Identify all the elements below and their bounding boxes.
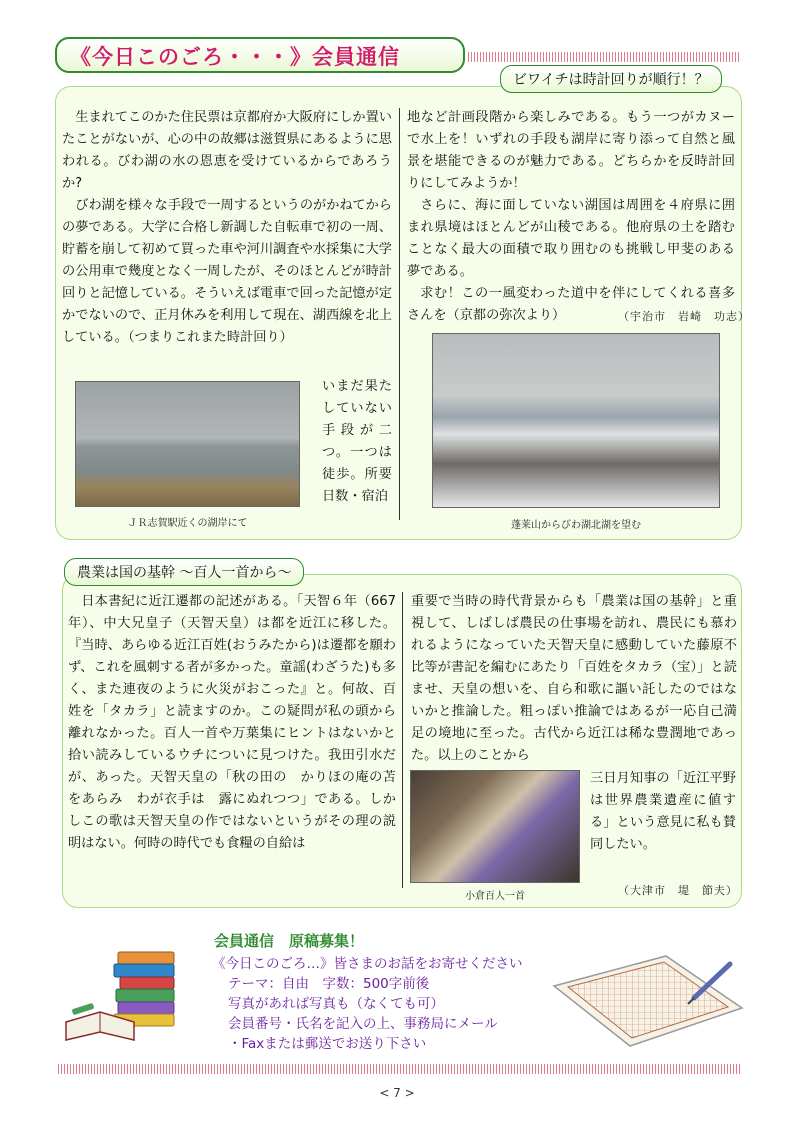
- article1-tab: ビワイチは時計回りが順行！？: [500, 65, 722, 93]
- cta-line: 《今日このごろ…》皆さまのお話をお寄せください: [212, 956, 523, 972]
- cta-line: ・Faxまたは郵送でお送り下さい: [228, 1036, 427, 1052]
- paragraph: 求む！この一風変わった道中を伴にしてくれる喜多さんを（京都の弥次より）: [407, 286, 735, 323]
- article2-tab: 農業は国の基幹 〜百人一首から〜: [64, 558, 304, 586]
- page-number: < 7 >: [379, 1086, 415, 1100]
- photo-caption: ＪＲ志賀駅近くの湖岸にて: [127, 518, 248, 529]
- signature: （宇治市 岩崎 功志）: [618, 310, 750, 323]
- article1-left-column: [62, 107, 392, 349]
- photo-karuta-cards: [410, 770, 580, 883]
- article2-right-column: [411, 591, 737, 767]
- cta-title: 会員通信 原稿募集！: [214, 932, 365, 950]
- paragraph: 地など計画段階から楽しみである。もう一つがカヌーで水上を！いずれの手段も湖岸に寄り添って自然と風景を堪能できるのが魅力である。どちらかを反時計回りにしてみようか！: [407, 110, 735, 191]
- photo-lakeshore: [75, 381, 300, 507]
- cta-line: テーマ：自由 字数：500字前後: [228, 976, 430, 992]
- photo-mountain-view: [432, 333, 720, 508]
- photo-caption: 蓬莱山からびわ湖北湖を望む: [511, 520, 641, 531]
- wrap-text: 三日月知事の「近江平野は世界農業遺産に値する」という意見に私も賛同したい。: [590, 771, 736, 852]
- article2-left-column: [68, 591, 396, 855]
- header-rule: [468, 52, 740, 62]
- cta-line: 会員番号・氏名を記入の上、事務局にメール: [228, 1016, 498, 1032]
- paragraph: びわ湖を様々な手段で一周するというのがかねてからの夢である。大学に合格し新調した自転車で初の一周、貯蓄を崩して初めて買った車や河川調査や水採集に大学の公用車で幾度となく一周したが、そのほとんどが時計回りと記憶している。そういえば電車で回った記憶が定かでないので、正月休みを利用して現在、湖西線を北上している。（つまりこれまた時計回り）: [62, 198, 392, 345]
- page-title: 《今日このごろ・・・》会員通信: [70, 45, 400, 69]
- wrap-text: いまだ果たしていない手段が二つ。一つは徒歩。所要日数・宿泊: [322, 379, 392, 504]
- column-divider: [402, 592, 403, 888]
- cta-lines: [212, 954, 523, 1054]
- column-divider: [399, 108, 400, 520]
- article1-right-column: [407, 107, 735, 327]
- books-illustration: [62, 948, 180, 1044]
- photo-caption: 小倉百人一首: [465, 891, 525, 902]
- signature: （大津市 堤 節夫）: [618, 884, 738, 897]
- paragraph: 生まれてこのかた住民票は京都府か大阪府にしか置いたことがないが、心の中の故郷は滋賀県にあるように思われる。びわ湖の水の恩恵を受けているからであろうか?: [62, 110, 392, 191]
- footer-rule: [58, 1064, 742, 1074]
- manuscript-paper-illustration: [548, 946, 748, 1052]
- paragraph: 重要で当時の時代背景からも「農業は国の基幹」と重視して、しばしば農民の仕事場を訪れ、農民にも慕われるようになっていた天智天皇に感動していた藤原不比等が書記を編むにあたり「百姓をタカラ（宝）」と読ませ、天皇の想いを、自ら和歌に謳い託したのではないかと推論した。粗っぽい推論ではあるが一応自己満足の境地に至った。古代から近江は稀な豊潤地であった。以上のことから: [411, 594, 737, 763]
- paragraph: 日本書紀に近江遷都の記述がある。「天智６年（667年）、中大兄皇子（天智天皇）は都を近江に移した。『当時、あらゆる近江百姓(おうみたから)は遷都を願わず、これを風刺する者が多かった。童謡(わざうた)も多く、また連夜のように火災がおこった』と。何故、百姓を「タカラ」と読ますのか。この疑問が私の頭から離れなかった。百人一首や万葉集にヒントはないかと拾い読みしているウチについに見つけた。我田引水だが、あった。天智天皇の「秋の田の かりほの庵の苫をあらみ わが衣手は 露にぬれつつ」である。しかしこの歌は天智天皇の作ではないというがその理の説明はない。何時の時代でも食糧の自給は: [68, 594, 396, 851]
- cta-line: 写真があれば写真も（なくても可）: [228, 996, 444, 1012]
- paragraph: さらに、海に面していない湖国は周囲を４府県に囲まれ県境はほとんどが山稜である。他府県の土を踏むことなく最大の面積で取り囲むのも挑戦し甲斐のある夢である。: [407, 198, 735, 279]
